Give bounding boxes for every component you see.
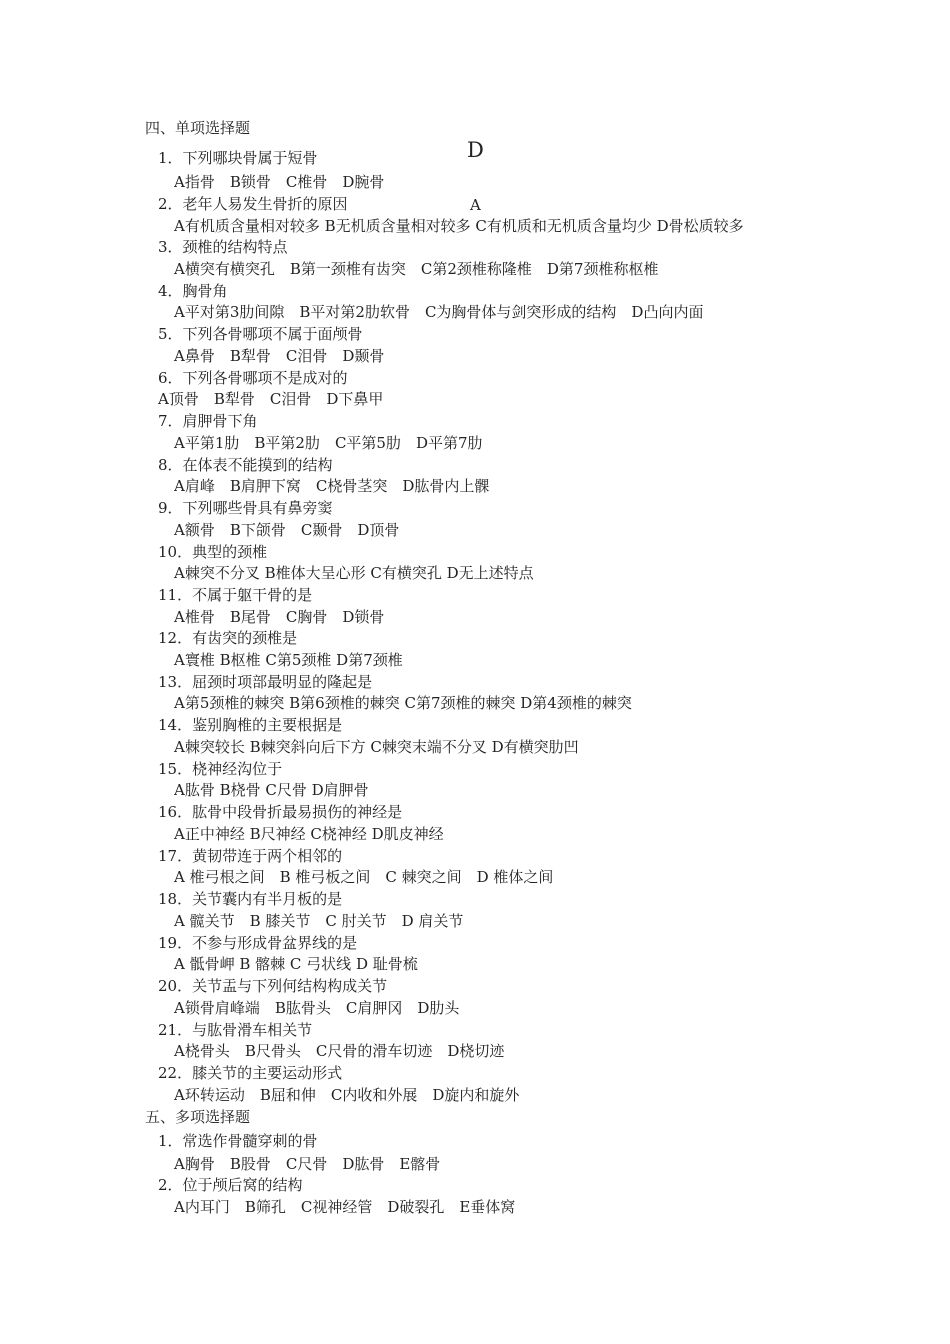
question-20-options: A锁骨肩峰端 B肱骨头 C肩胛冈 D肋头 bbox=[174, 999, 460, 1017]
multi-question-1: 1．常选作骨髓穿刺的骨 bbox=[158, 1132, 318, 1150]
question-13-options: A第5颈椎的棘突 B第6颈椎的棘突 C第7颈椎的棘突 D第4颈椎的棘突 bbox=[174, 694, 632, 712]
question-1-options: A指骨 B锁骨 C椎骨 D腕骨 bbox=[174, 173, 385, 191]
question-12-options: A寰椎 B枢椎 C第5颈椎 D第7颈椎 bbox=[174, 651, 403, 669]
question-11-options: A椎骨 B尾骨 C胸骨 D锁骨 bbox=[174, 608, 385, 626]
question-14: 14．鉴别胸椎的主要根据是 bbox=[158, 716, 343, 734]
question-11: 11．不属于躯干骨的是 bbox=[158, 586, 313, 604]
question-18-options: A 髋关节 B 膝关节 C 肘关节 D 肩关节 bbox=[174, 912, 464, 930]
question-4: 4．胸骨角 bbox=[158, 282, 228, 300]
question-21-options: A桡骨头 B尺骨头 C尺骨的滑车切迹 D桡切迹 bbox=[174, 1042, 505, 1060]
question-8: 8．在体表不能摸到的结构 bbox=[158, 456, 333, 474]
question-10: 10．典型的颈椎 bbox=[158, 543, 268, 561]
question-6: 6．下列各骨哪项不是成对的 bbox=[158, 369, 348, 387]
question-18: 18．关节囊内有半月板的是 bbox=[158, 890, 343, 908]
question-5: 5．下列各骨哪项不属于面颅骨 bbox=[158, 325, 363, 343]
question-15-options: A肱骨 B桡骨 C尺骨 D肩胛骨 bbox=[174, 781, 369, 799]
question-7-options: A平第1肋 B平第2肋 C平第5肋 D平第7肋 bbox=[174, 434, 483, 452]
question-16: 16．肱骨中段骨折最易损伤的神经是 bbox=[158, 803, 403, 821]
question-6-options: A顶骨 B犁骨 C泪骨 D下鼻甲 bbox=[158, 390, 384, 408]
multi-question-2-options: A内耳门 B筛孔 C视神经管 D破裂孔 E垂体窝 bbox=[174, 1198, 516, 1216]
question-17: 17．黄韧带连于两个相邻的 bbox=[158, 847, 343, 865]
multi-question-1-options: A胸骨 B股骨 C尺骨 D肱骨 E髂骨 bbox=[174, 1155, 441, 1173]
question-3: 3．颈椎的结构特点 bbox=[158, 238, 288, 256]
handwritten-answer-1: D bbox=[467, 138, 484, 162]
question-12: 12．有齿突的颈椎是 bbox=[158, 629, 298, 647]
question-10-options: A棘突不分叉 B椎体大呈心形 C有横突孔 D无上述特点 bbox=[174, 564, 534, 582]
question-16-options: A正中神经 B尺神经 C桡神经 D肌皮神经 bbox=[174, 825, 444, 843]
question-15: 15．桡神经沟位于 bbox=[158, 760, 283, 778]
question-3-options: A横突有横突孔 B第一颈椎有齿突 C第2颈椎称隆椎 D第7颈椎称枢椎 bbox=[174, 260, 659, 278]
question-9-options: A额骨 B下颌骨 C颞骨 D顶骨 bbox=[174, 521, 400, 539]
question-14-options: A棘突较长 B棘突斜向后下方 C棘突末端不分叉 D有横突肋凹 bbox=[174, 738, 579, 756]
section-5-title: 五、多项选择题 bbox=[145, 1108, 251, 1126]
question-19: 19．不参与形成骨盆界线的是 bbox=[158, 934, 358, 952]
question-22-options: A环转运动 B屈和伸 C内收和外展 D旋内和旋外 bbox=[174, 1086, 520, 1104]
question-8-options: A肩峰 B肩胛下窝 C桡骨茎突 D肱骨内上髁 bbox=[174, 477, 490, 495]
multi-question-2: 2．位于颅后窝的结构 bbox=[158, 1176, 303, 1194]
question-1: 1．下列哪块骨属于短骨 bbox=[158, 149, 318, 167]
question-20: 20．关节盂与下列何结构构成关节 bbox=[158, 977, 388, 995]
question-17-options: A 椎弓根之间 B 椎弓板之间 C 棘突之间 D 椎体之间 bbox=[174, 868, 554, 886]
question-21: 21．与肱骨滑车相关节 bbox=[158, 1021, 313, 1039]
question-22: 22．膝关节的主要运动形式 bbox=[158, 1064, 343, 1082]
question-9: 9．下列哪些骨具有鼻旁窦 bbox=[158, 499, 333, 517]
question-2-options: A有机质含量相对较多 B无机质含量相对较多 C有机质和无机质含量均少 D骨松质较多 bbox=[174, 217, 744, 235]
question-4-options: A平对第3肋间隙 B平对第2肋软骨 C为胸骨体与剑突形成的结构 D凸向内面 bbox=[174, 303, 704, 321]
question-7: 7．肩胛骨下角 bbox=[158, 412, 258, 430]
question-13: 13．屈颈时项部最明显的隆起是 bbox=[158, 673, 373, 691]
question-19-options: A 骶骨岬 B 髂棘 C 弓状线 D 耻骨梳 bbox=[174, 955, 418, 973]
question-2: 2．老年人易发生骨折的原因 bbox=[158, 195, 348, 213]
question-5-options: A鼻骨 B犁骨 C泪骨 D颞骨 bbox=[174, 347, 385, 365]
section-4-title: 四、单项选择题 bbox=[145, 119, 251, 137]
handwritten-answer-2: A bbox=[470, 196, 481, 214]
